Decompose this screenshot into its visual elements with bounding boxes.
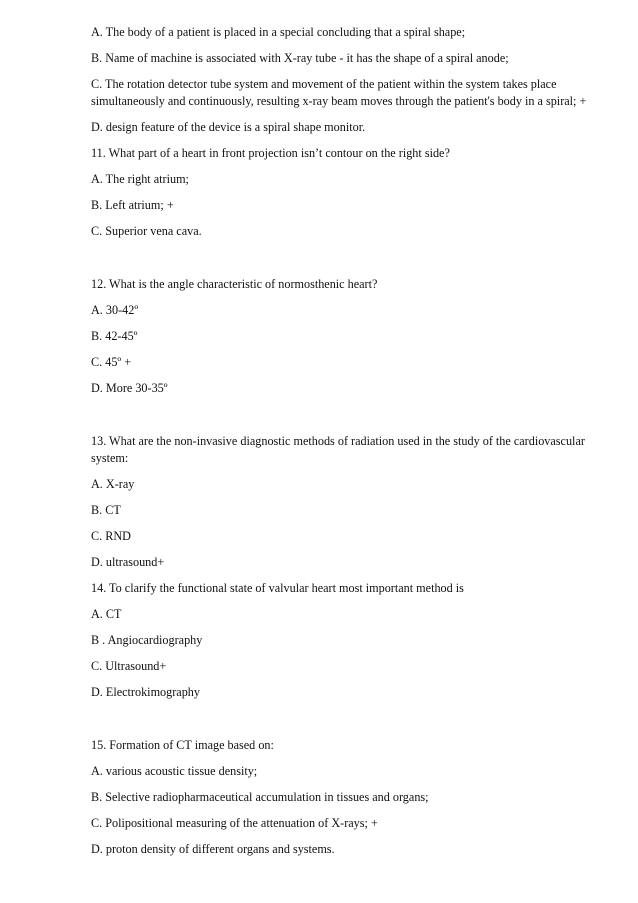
q15-option-a: A. various acoustic tissue density; — [91, 764, 258, 778]
q10-option-d: D. design feature of the device is a spiral shape monitor. — [91, 120, 366, 134]
q13-option-d: D. ultrasound+ — [91, 555, 165, 569]
q15-option-b: B. Selective radiopharmaceutical accumulation in tissues and organs; — [91, 790, 429, 804]
q12-option-a: A. 30-42º — [91, 303, 139, 317]
q12-option-c: C. 45º + — [91, 355, 132, 369]
q11-option-a: A. The right atrium; — [91, 172, 189, 186]
q13-option-b: B. CT — [91, 503, 121, 517]
q14-option-d: D. Electrokimography — [91, 685, 200, 699]
q12-option-d: D. More 30-35º — [91, 381, 168, 395]
q15-option-d: D. proton density of different organs and systems. — [91, 842, 335, 856]
q10-option-c-line1: C. The rotation detector tube system and movement of the patient within the system takes place — [91, 77, 557, 91]
q13-option-a: A. X-ray — [91, 477, 135, 491]
q10-option-b: B. Name of machine is associated with X-ray tube - it has the shape of a spiral anode; — [91, 51, 509, 65]
q15-option-c: C. Polipositional measuring of the attenuation of X-rays; + — [91, 816, 378, 830]
q11-question: 11. What part of a heart in front projection isn’t contour on the right side? — [91, 146, 450, 160]
q15-question: 15. Formation of CT image based on: — [91, 738, 274, 752]
q10-option-a: A. The body of a patient is placed in a special concluding that a spiral shape; — [91, 25, 466, 39]
q12-question: 12. What is the angle characteristic of normosthenic heart? — [91, 277, 378, 291]
q14-option-b: B . Angiocardiography — [91, 633, 203, 647]
q13-option-c: C. RND — [91, 529, 131, 543]
q13-question-line2: system: — [91, 451, 129, 465]
q12-option-b: B. 42-45º — [91, 329, 138, 343]
q11-option-b: B. Left atrium; + — [91, 198, 174, 212]
q11-option-c: C. Superior vena cava. — [91, 224, 202, 238]
q13-question-line1: 13. What are the non-invasive diagnostic methods of radiation used in the study of the cardiovascular — [91, 434, 585, 448]
q10-option-c-line2: simultaneously and continuously, resulting x-ray beam moves through the patient's body in a spiral; + — [91, 94, 587, 108]
q14-question: 14. To clarify the functional state of valvular heart most important method is — [91, 581, 464, 595]
q14-option-c: C. Ultrasound+ — [91, 659, 167, 673]
q14-option-a: A. CT — [91, 607, 122, 621]
